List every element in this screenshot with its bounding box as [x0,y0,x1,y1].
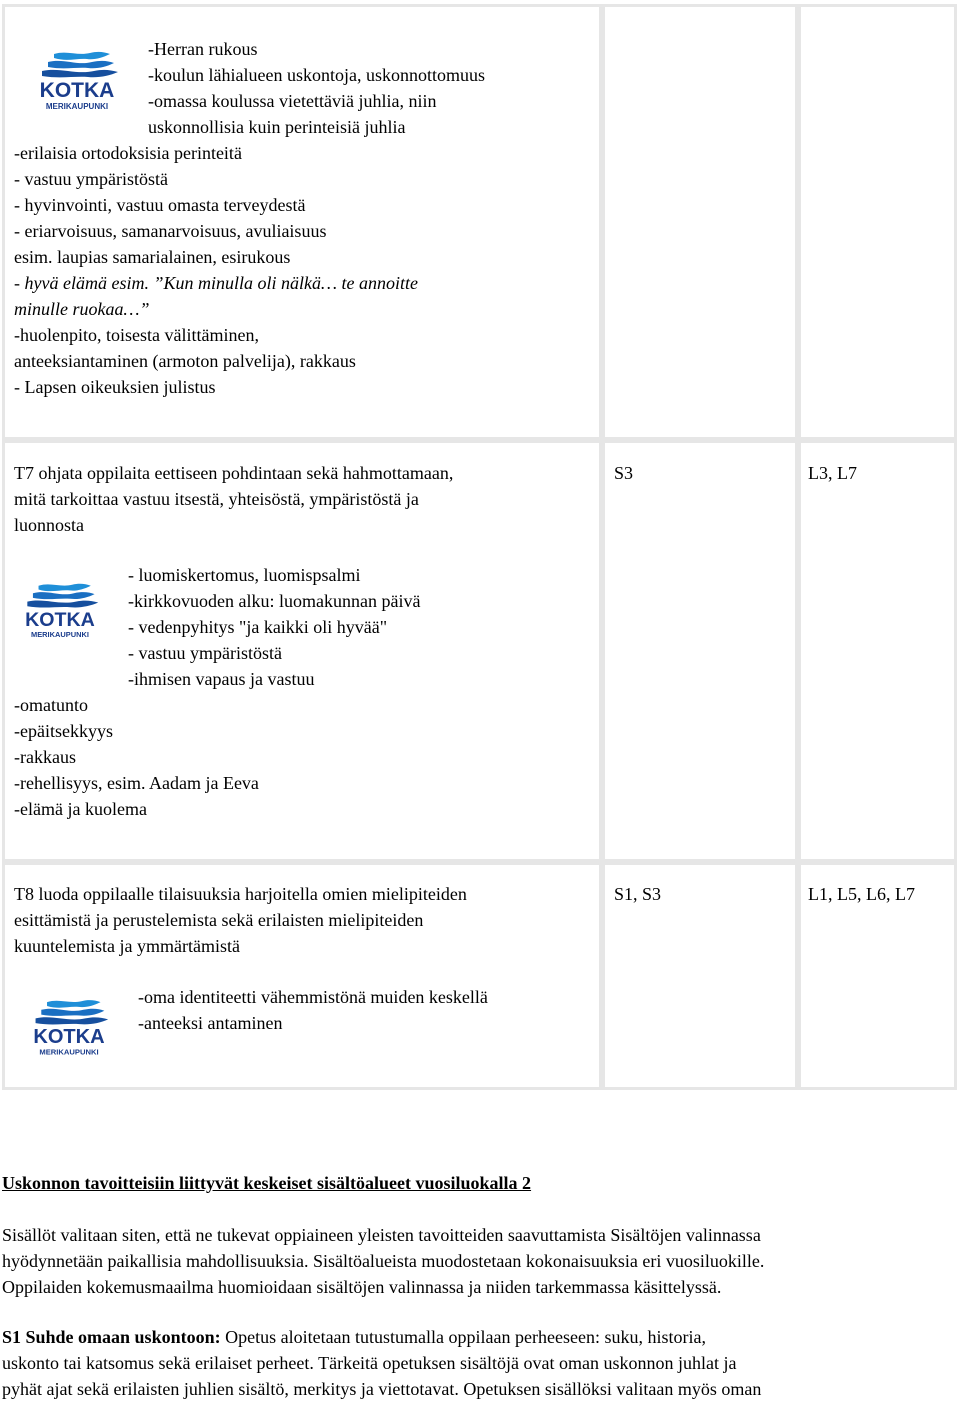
t8-content-line: -oma identiteetti vähemmistönä muiden keskellä [138,987,488,1007]
t7-content-line: -ihmisen vapaus ja vastuu [128,669,315,689]
block1-line: -omassa koulussa vietettäviä juhlia, niin [148,91,437,111]
table-cell-s-1 [602,4,798,440]
t7-content-line: - vedenpyhitys "ja kaikki oli hyvää" [128,617,388,637]
block1-line: - eriarvoisuus, samanarvoisuus, avuliaisuus [14,221,327,241]
logo-subtext: MERIKAUPUNKI [45,102,109,111]
t7-l-value: L3, L7 [808,463,857,483]
s1-text: Opetus aloitetaan tutustumalla oppilaan perheeseen: suku, historia, [220,1327,706,1347]
paragraph-line: Oppilaiden kokemusmaailma huomioidaan sisältöjen valinnassa ja niiden tarkemmassa käsittelyssä. [2,1277,722,1297]
s1-paragraph-line [2,1324,706,1350]
t7-content-line: - luomiskertomus, luomispsalmi [128,565,361,585]
kotka-logo [32,48,122,112]
logo-text: KOTKA [33,1026,105,1049]
block1-line: anteeksiantaminen (armoton palvelija), rakkaus [14,351,356,371]
t7-content-line: -rakkaus [14,747,76,767]
t7-content-line: -epäitsekkyys [14,721,113,741]
t8-goal-line: T8 luoda oppilaalle tilaisuuksia harjoitella omien mielipiteiden [14,884,467,904]
t8-goal-line: kuuntelemista ja ymmärtämistä [14,936,240,956]
paragraph-line: hyödynnetään paikallisia mahdollisuuksia. Sisältöalueista muodostetaan kokonaisuuksia eri vuosiluokille. [2,1251,765,1271]
s1-paragraph-line: uskonto tai katsomus sekä erilaiset perheet. Tärkeitä opetuksen sisältöjä ovat oman uskonnon juhlat ja [2,1353,737,1373]
t7-content-line: -elämä ja kuolema [14,799,147,819]
t8-content-line: -anteeksi antaminen [138,1013,283,1033]
block1-line: esim. laupias samarialainen, esirukous [14,247,291,267]
block1-line: -huolenpito, toisesta välittäminen, [14,325,259,345]
logo-subtext: MERIKAUPUNKI [39,1047,99,1057]
table-cell-l-1 [798,4,957,440]
block1-line: uskonnollisia kuin perinteisiä juhlia [148,117,406,137]
block1-line: -Herran rukous [148,39,258,59]
block1-italic-quote: - hyvä elämä esim. ”Kun minulla oli nälkä… te annoitte [14,273,418,293]
block1-line: - hyvinvointi, vastuu omasta terveydestä [14,195,306,215]
s1-paragraph-line: pyhät ajat sekä erilaisten juhlien sisältö, merkitys ja viettotavat. Opetuksen sisällöksi valitaan myös oman [2,1379,762,1399]
t7-goal-line: mitä tarkoittaa vastuu itsestä, yhteisöstä, ympäristöstä ja [14,489,419,509]
block1-line: -erilaisia ortodoksisia perinteitä [14,143,242,163]
t8-s-value: S1, S3 [614,884,662,904]
table-cell-l-2 [798,440,957,862]
t7-content-line: -kirkkovuoden alku: luomakunnan päivä [128,591,421,611]
t7-content-line: -rehellisyys, esim. Aadam ja Eeva [14,773,259,793]
t7-goal-line: T7 ohjata oppilaita eettiseen pohdintaan sekä hahmottamaan, [14,463,454,483]
t7-goal-line: luonnosta [14,515,84,535]
t8-l-value: L1, L5, L6, L7 [808,884,915,904]
block1-italic-quote: minulle ruokaa…” [14,299,150,319]
table-cell-s-2 [602,440,798,862]
kotka-logo [26,996,112,1058]
t7-s-value: S3 [614,463,634,483]
logo-text: KOTKA [25,608,95,631]
t8-goal-line: esittämistä ja perustelemista sekä erilaisten mielipiteiden [14,910,424,930]
section-heading: Uskonnon tavoitteisiin liittyvät keskeiset sisältöalueet vuosiluokalla 2 [2,1173,532,1193]
logo-text: KOTKA [39,79,115,102]
t7-content-line: -omatunto [14,695,88,715]
block1-line: - vastuu ympäristöstä [14,169,168,189]
block1-line: -koulun lähialueen uskontoja, uskonnottomuus [148,65,485,85]
kotka-logo [18,580,102,640]
s1-label: S1 Suhde omaan uskontoon: [2,1327,221,1347]
block1-line: - Lapsen oikeuksien julistus [14,377,216,397]
logo-subtext: MERIKAUPUNKI [31,630,89,640]
t7-content-line: - vastuu ympäristöstä [128,643,282,663]
paragraph-line: Sisällöt valitaan siten, että ne tukevat oppiaineen yleisten tavoitteiden saavuttamista Sisältöjen valinnassa [2,1225,761,1245]
